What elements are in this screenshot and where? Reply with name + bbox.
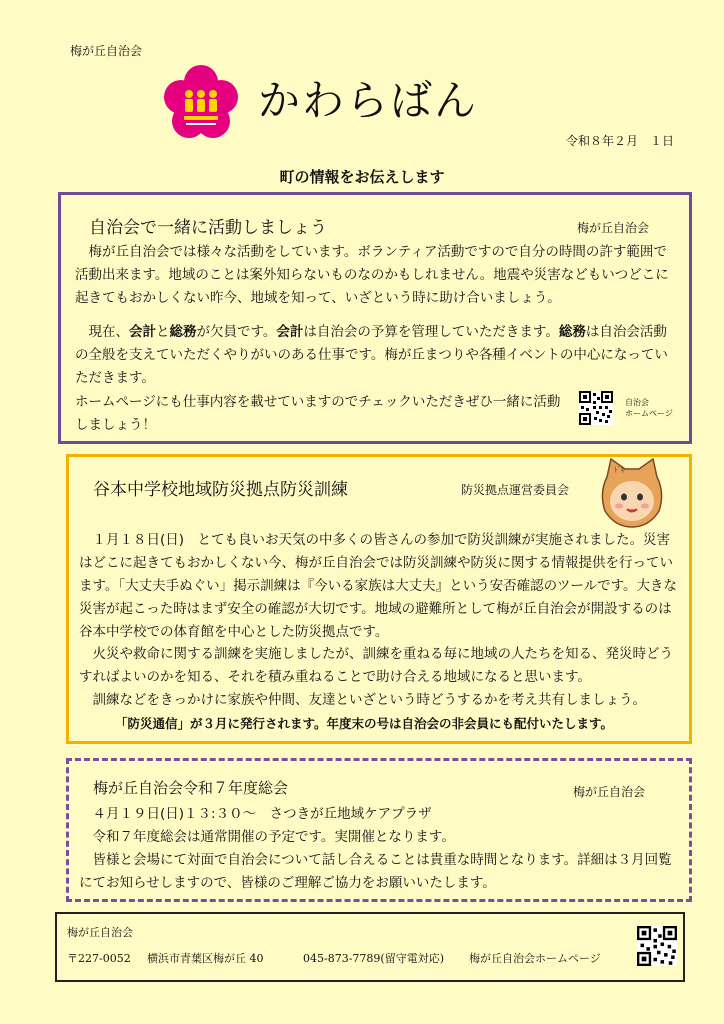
footer-org: 梅が丘自治会: [67, 926, 133, 939]
section-paragraph: 令和７年度総会は通常開催の予定です。実開催となります。: [92, 829, 455, 845]
section-paragraph: ホームページにも仕事内容を載せていますのでチェックいただきぜひ一緒に活動しましょう！: [75, 394, 561, 433]
footer-contact: [55, 912, 685, 982]
section-paragraph: 梅が丘自治会では様々な活動をしています。ボランティア活動ですので自分の時間の許す範囲で活動出来ます。地域のことは案外知らないものなのかもしれません。地震や災害などもいつどこに起きてもおかしくない昨今、地域を知って、いざという時に助け合いましょう。: [75, 244, 669, 306]
footer-qr-code[interactable]: [637, 926, 677, 966]
section-owner: 梅が丘自治会: [577, 221, 650, 235]
newsletter-title: かわらばん: [258, 76, 479, 125]
footer-address: 横浜市青葉区梅が丘 40: [147, 952, 264, 965]
mascot-illustration: [597, 457, 667, 529]
section-title: 梅が丘自治会令和７年度総会: [93, 779, 289, 797]
footer-postal: 〒227-0052: [67, 952, 131, 965]
mascot-label: ﾄﾞｷ: [614, 466, 625, 474]
section-join-activities: [58, 192, 692, 444]
section-paragraph: １月１８日(日) とても良いお天気の中多くの皆さんの参加で防災訓練が実施されました。災害はどこに起きてもおかしくない今、梅が丘自治会では防災訓練や防災に関する情報提供を行っています。「大丈夫手ぬぐい」掲示訓練は『今いる家族は大丈夫』という安否確認のツールです。大きな災害が起こった時はまず安全の確認が大切です。地域の避難所として梅が丘自治会が開設するのは谷本中学校での体育館を中心とした防災拠点です。: [79, 532, 678, 640]
qr-label: 自治会 ホームページ: [625, 398, 673, 418]
meeting-schedule: ４月１９日(日)１３:３０～ さつきが丘地域ケアプラザ: [92, 806, 432, 822]
section-title: 谷本中学校地域防災拠点防災訓練: [93, 480, 348, 500]
intro-heading: 町の情報をお伝えします: [279, 168, 445, 186]
organization-name: 梅が丘自治会: [70, 44, 143, 58]
section-general-meeting: [66, 758, 692, 902]
section-paragraph: 皆様と会場にて対面で自治会について話し合えることは貴重な時間となります。詳細は３月回覧にてお知らせしますので、皆様のご理解ご協力をお願いいたします。: [79, 852, 672, 891]
section-owner: 梅が丘自治会: [573, 785, 646, 799]
section-title: 自治会で一緒に活動しましょう: [89, 218, 327, 238]
section-paragraph: 訓練などをきっかけに家族や仲間、友達といざという時どうするかを考え共有しましょう。: [92, 692, 646, 708]
footer-phone: 045-873-7789(留守電対応): [303, 952, 445, 965]
qr-code[interactable]: [579, 391, 613, 425]
footer-homepage-label: 梅が丘自治会ホームページ: [469, 952, 601, 965]
issue-date: 令和８年２月 １日: [566, 134, 675, 148]
section-disaster-drill: [66, 454, 692, 744]
notice-bousai-tsushin: 「防災通信」が３月に発行されます。年度末の号は自治会の非会員にも配付いたします。: [115, 716, 614, 731]
section-paragraph: 現在、会計と総務が欠員です。会計は自治会の予算を管理していただきます。総務は自治会活動の全般を支えていただくやりがいのある仕事です。梅が丘まつりや各種イベントの中心になっていただきます。: [75, 324, 668, 386]
section-paragraph: 火災や救命に関する訓練を実施しましたが、訓練を重ねる毎に地域の人たちを知る、発災時どうすればよいのかを知る、それを積み重ねることで助け合える地域になると思います。: [79, 646, 673, 685]
section-owner: 防災拠点運営委員会: [461, 483, 570, 497]
association-logo: [162, 64, 240, 142]
